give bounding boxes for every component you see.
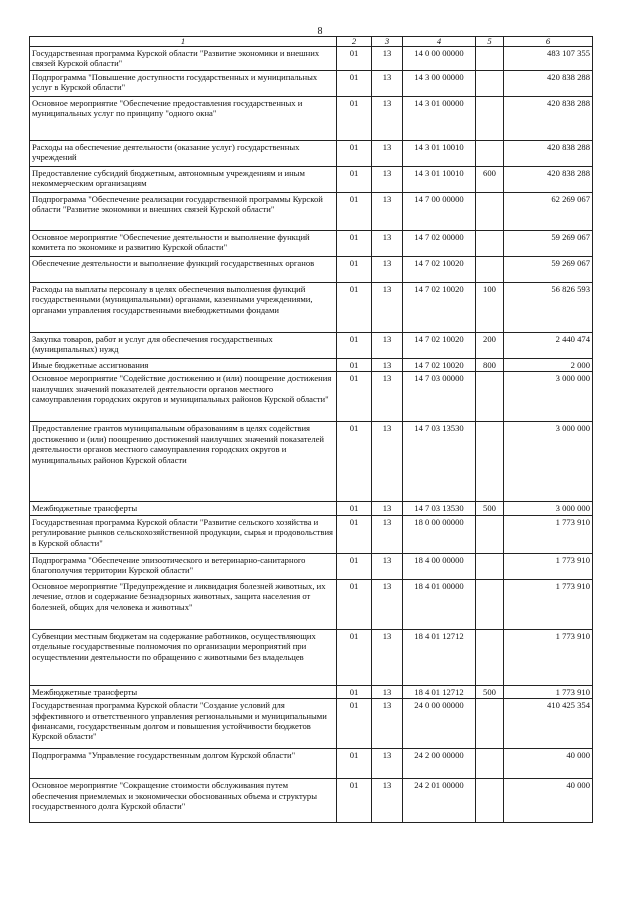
row-expense-type-cell: [476, 231, 504, 257]
row-target-article-cell: 24 0 00 00000: [403, 699, 476, 749]
row-expense-type-cell: [476, 629, 504, 685]
row-amount-cell: 40 000: [504, 749, 593, 779]
row-subsection-cell: 13: [372, 141, 403, 167]
row-subsection-cell: 13: [372, 749, 403, 779]
row-amount-cell: 1 773 910: [504, 553, 593, 579]
row-amount-cell: 410 425 354: [504, 699, 593, 749]
header-cell: 4: [403, 37, 476, 47]
table-row: [30, 359, 593, 372]
table-row: [30, 193, 593, 231]
table-row: [30, 71, 593, 97]
row-expense-type-cell: [476, 779, 504, 823]
row-expense-type-cell: [476, 553, 504, 579]
row-subsection-cell: 13: [372, 167, 403, 193]
row-section-cell: 01: [337, 515, 372, 553]
row-expense-type-cell: 500: [476, 685, 504, 698]
row-amount-cell: 59 269 067: [504, 231, 593, 257]
table-row: [30, 515, 593, 553]
row-section-cell: 01: [337, 699, 372, 749]
row-amount-cell: 1 773 910: [504, 685, 593, 698]
header-cell: 1: [30, 37, 337, 47]
row-amount-cell: 40 000: [504, 779, 593, 823]
row-section-cell: 01: [337, 141, 372, 167]
row-name-cell: Основное мероприятие "Сокращение стоимости обслуживания путем обеспечения приемлемых и экономически обоснованных объема и структуры государственного долга Курской области": [30, 779, 337, 823]
row-amount-cell: 59 269 067: [504, 257, 593, 283]
row-name-cell: Расходы на обеспечение деятельности (оказание услуг) государственных учреждений: [30, 141, 337, 167]
page-number: 8: [317, 26, 323, 37]
table-row: [30, 749, 593, 779]
table-row: [30, 699, 593, 749]
row-subsection-cell: 13: [372, 422, 403, 502]
row-section-cell: 01: [337, 193, 372, 231]
row-section-cell: 01: [337, 749, 372, 779]
row-amount-cell: 1 773 910: [504, 579, 593, 629]
table-row: [30, 47, 593, 71]
row-expense-type-cell: 800: [476, 359, 504, 372]
table-row: [30, 97, 593, 141]
row-subsection-cell: 13: [372, 359, 403, 372]
row-section-cell: 01: [337, 359, 372, 372]
row-amount-cell: 56 826 593: [504, 283, 593, 333]
row-subsection-cell: 13: [372, 699, 403, 749]
row-subsection-cell: 13: [372, 193, 403, 231]
row-name-cell: Иные бюджетные ассигнования: [30, 359, 337, 372]
row-name-cell: Государственная программа Курской области "Развитие сельского хозяйства и регулирование рынков сельскохозяйственной продукции, сырья и продовольствия в Курской области": [30, 515, 337, 553]
row-target-article-cell: 14 7 03 00000: [403, 372, 476, 422]
row-name-cell: Расходы на выплаты персоналу в целях обеспечения выполнения функций государственными (муниципальными) органами, казенными учреждениями, органами управления государственными внебюджетными фондами: [30, 283, 337, 333]
row-target-article-cell: 14 0 00 00000: [403, 47, 476, 71]
row-expense-type-cell: [476, 699, 504, 749]
row-subsection-cell: 13: [372, 685, 403, 698]
row-target-article-cell: 14 3 01 10010: [403, 167, 476, 193]
row-amount-cell: 62 269 067: [504, 193, 593, 231]
row-section-cell: 01: [337, 422, 372, 502]
row-subsection-cell: 13: [372, 372, 403, 422]
row-target-article-cell: 14 7 02 10020: [403, 257, 476, 283]
table-row: [30, 553, 593, 579]
row-name-cell: Подпрограмма "Обеспечение эпизоотического и ветеринарно-санитарного благополучия территории Курской области": [30, 553, 337, 579]
row-subsection-cell: 13: [372, 502, 403, 515]
row-target-article-cell: 24 2 01 00000: [403, 779, 476, 823]
row-target-article-cell: 14 7 02 10020: [403, 359, 476, 372]
row-name-cell: Государственная программа Курской области "Развитие экономики и внешних связей Курской области": [30, 47, 337, 71]
row-name-cell: Подпрограмма "Повышение доступности государственных и муниципальных услуг в Курской области": [30, 71, 337, 97]
row-section-cell: 01: [337, 333, 372, 359]
header-cell: 5: [476, 37, 504, 47]
row-amount-cell: 2 440 474: [504, 333, 593, 359]
row-expense-type-cell: 500: [476, 502, 504, 515]
table-row: [30, 257, 593, 283]
row-subsection-cell: 13: [372, 257, 403, 283]
row-amount-cell: 420 838 288: [504, 97, 593, 141]
row-section-cell: 01: [337, 779, 372, 823]
row-expense-type-cell: 600: [476, 167, 504, 193]
row-expense-type-cell: [476, 515, 504, 553]
row-section-cell: 01: [337, 553, 372, 579]
row-target-article-cell: 18 4 01 00000: [403, 579, 476, 629]
row-amount-cell: 420 838 288: [504, 71, 593, 97]
row-amount-cell: 1 773 910: [504, 629, 593, 685]
row-target-article-cell: 18 4 01 12712: [403, 685, 476, 698]
row-name-cell: Основное мероприятие "Обеспечение предоставления государственных и муниципальных услуг по принципу "одного окна": [30, 97, 337, 141]
row-target-article-cell: 14 3 01 10010: [403, 141, 476, 167]
row-subsection-cell: 13: [372, 47, 403, 71]
row-section-cell: 01: [337, 372, 372, 422]
row-expense-type-cell: 200: [476, 333, 504, 359]
table-row: [30, 283, 593, 333]
budget-table: [29, 36, 593, 823]
row-name-cell: Межбюджетные трансферты: [30, 502, 337, 515]
row-subsection-cell: 13: [372, 579, 403, 629]
row-target-article-cell: 14 3 01 00000: [403, 97, 476, 141]
row-expense-type-cell: [476, 749, 504, 779]
table-row: [30, 579, 593, 629]
row-subsection-cell: 13: [372, 97, 403, 141]
row-section-cell: 01: [337, 97, 372, 141]
row-name-cell: Закупка товаров, работ и услуг для обеспечения государственных (муниципальных) нужд: [30, 333, 337, 359]
row-subsection-cell: 13: [372, 283, 403, 333]
table-row: [30, 167, 593, 193]
row-name-cell: Основное мероприятие "Предупреждение и ликвидация болезней животных, их лечение, отлов и содержание безнадзорных животных, защита населения от болезней, общих для человека и животных": [30, 579, 337, 629]
row-name-cell: Основное мероприятие "Содействие достижению и (или) поощрение достижения наилучших значений показателей деятельности органов местного самоуправления городских округов и муниципальных районов Курской области": [30, 372, 337, 422]
row-expense-type-cell: [476, 257, 504, 283]
table-row: [30, 685, 593, 698]
row-amount-cell: 483 107 355: [504, 47, 593, 71]
header-cell: 3: [372, 37, 403, 47]
header-row: [30, 37, 593, 47]
row-section-cell: 01: [337, 71, 372, 97]
row-name-cell: Межбюджетные трансферты: [30, 685, 337, 698]
row-subsection-cell: 13: [372, 333, 403, 359]
row-expense-type-cell: [476, 422, 504, 502]
row-expense-type-cell: [476, 71, 504, 97]
row-target-article-cell: 18 4 00 00000: [403, 553, 476, 579]
row-target-article-cell: 14 7 00 00000: [403, 193, 476, 231]
row-expense-type-cell: [476, 372, 504, 422]
row-target-article-cell: 24 2 00 00000: [403, 749, 476, 779]
row-target-article-cell: 18 4 01 12712: [403, 629, 476, 685]
row-section-cell: 01: [337, 629, 372, 685]
row-expense-type-cell: [476, 193, 504, 231]
table-row: [30, 141, 593, 167]
row-target-article-cell: 14 7 02 10020: [403, 333, 476, 359]
row-name-cell: Обеспечение деятельности и выполнение функций государственных органов: [30, 257, 337, 283]
table-row: [30, 779, 593, 823]
row-target-article-cell: 14 7 03 13530: [403, 422, 476, 502]
row-section-cell: 01: [337, 283, 372, 333]
table-row: [30, 629, 593, 685]
table-row: [30, 333, 593, 359]
row-expense-type-cell: [476, 47, 504, 71]
row-subsection-cell: 13: [372, 71, 403, 97]
row-target-article-cell: 14 7 03 13530: [403, 502, 476, 515]
row-expense-type-cell: [476, 97, 504, 141]
row-subsection-cell: 13: [372, 515, 403, 553]
table-row: [30, 422, 593, 502]
row-subsection-cell: 13: [372, 629, 403, 685]
row-target-article-cell: 14 3 00 00000: [403, 71, 476, 97]
row-amount-cell: 1 773 910: [504, 515, 593, 553]
row-name-cell: Подпрограмма "Обеспечение реализации государственной программы Курской области "Развитие экономики и внешних связей Курской области": [30, 193, 337, 231]
row-amount-cell: 2 000: [504, 359, 593, 372]
row-section-cell: 01: [337, 502, 372, 515]
row-amount-cell: 3 000 000: [504, 502, 593, 515]
row-name-cell: Подпрограмма "Управление государственным долгом Курской области": [30, 749, 337, 779]
row-subsection-cell: 13: [372, 779, 403, 823]
row-expense-type-cell: [476, 579, 504, 629]
row-name-cell: Основное мероприятие "Обеспечение деятельности и выполнение функций комитета по экономике и развитию Курской области": [30, 231, 337, 257]
row-name-cell: Предоставление грантов муниципальным образованиям в целях содействия достижению и (или) поощрению достижений наилучших значений показателей деятельности органов местного самоуправления городских округов и муниципальных районов Курской области: [30, 422, 337, 502]
row-amount-cell: 3 000 000: [504, 372, 593, 422]
row-name-cell: Субвенции местным бюджетам на содержание работников, осуществляющих отдельные государственные полномочия по организации мероприятий при осуществлении деятельности по обращению с животными без владельцев: [30, 629, 337, 685]
row-amount-cell: 420 838 288: [504, 167, 593, 193]
row-section-cell: 01: [337, 47, 372, 71]
row-target-article-cell: 14 7 02 00000: [403, 231, 476, 257]
header-cell: 6: [504, 37, 593, 47]
table-row: [30, 231, 593, 257]
table-row: [30, 502, 593, 515]
table-row: [30, 372, 593, 422]
row-subsection-cell: 13: [372, 231, 403, 257]
row-target-article-cell: 14 7 02 10020: [403, 283, 476, 333]
row-section-cell: 01: [337, 685, 372, 698]
header-cell: 2: [337, 37, 372, 47]
row-expense-type-cell: [476, 141, 504, 167]
row-subsection-cell: 13: [372, 553, 403, 579]
row-section-cell: 01: [337, 231, 372, 257]
row-section-cell: 01: [337, 579, 372, 629]
row-target-article-cell: 18 0 00 00000: [403, 515, 476, 553]
row-section-cell: 01: [337, 167, 372, 193]
row-amount-cell: 3 000 000: [504, 422, 593, 502]
row-amount-cell: 420 838 288: [504, 141, 593, 167]
row-name-cell: Предоставление субсидий бюджетным, автономным учреждениям и иным некоммерческим организациям: [30, 167, 337, 193]
row-section-cell: 01: [337, 257, 372, 283]
row-name-cell: Государственная программа Курской области "Создание условий для эффективного и ответственного управления региональными и муниципальными финансами, государственным долгом и повышения устойчивости бюджетов Курской области": [30, 699, 337, 749]
row-expense-type-cell: 100: [476, 283, 504, 333]
